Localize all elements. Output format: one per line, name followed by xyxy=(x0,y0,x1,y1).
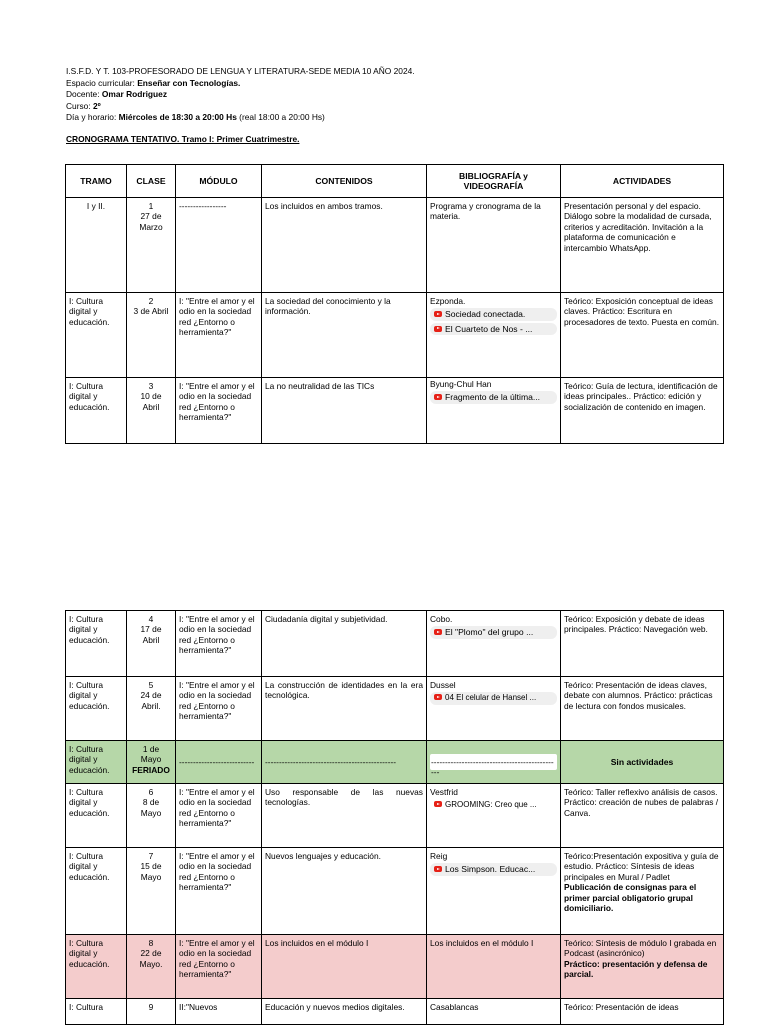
clase-cell: 7 15 de Mayo xyxy=(127,848,176,935)
modulo-cell: I: "Entre el amor y el odio en la sociedad red ¿Entorno o herramienta?" xyxy=(176,378,262,444)
contenidos-cell: La no neutralidad de las TICs xyxy=(262,378,427,444)
biblio-cell: Dussel 04 El celular de Hansel ... xyxy=(427,677,561,741)
modulo-cell: I: "Entre el amor y el odio en la sociedad red ¿Entorno o herramienta?" xyxy=(176,293,262,378)
youtube-icon xyxy=(434,694,442,700)
video-link-chip[interactable]: 04 El celular de Hansel ... xyxy=(430,692,557,704)
contenidos-cell: La construcción de identidades en la era tecnológica. xyxy=(262,677,427,741)
biblio-cell: Reig Los Simpson. Educac... xyxy=(427,848,561,935)
table-row-exam xyxy=(66,935,724,999)
modulo-cell: ----------------- xyxy=(176,198,262,293)
col-modulo: MÓDULO xyxy=(176,165,262,198)
biblio-cell: Los incluidos en el módulo I xyxy=(427,935,561,999)
biblio-cell: Vestfrid GROOMING: Creo que ... xyxy=(427,784,561,848)
tramo-cell: I: Cultura digital y educación. xyxy=(66,378,127,444)
modulo-cell: --------------------------- xyxy=(176,741,262,784)
actividades-cell: Sin actividades xyxy=(561,741,724,784)
tramo-cell: I: Cultura digital y educación. xyxy=(66,741,127,784)
clase-cell: 2 3 de Abril xyxy=(127,293,176,378)
biblio-cell: Ezponda. Sociedad conectada. El Cuarteto de Nos - ... xyxy=(427,293,561,378)
col-actividades: ACTIVIDADES xyxy=(561,165,724,198)
youtube-icon xyxy=(434,866,442,872)
col-contenidos: CONTENIDOS xyxy=(262,165,427,198)
modulo-cell: I: "Entre el amor y el odio en la sociedad red ¿Entorno o herramienta?" xyxy=(176,848,262,935)
table-row xyxy=(66,378,724,444)
tramo-cell: I: Cultura digital y educación. xyxy=(66,293,127,378)
modulo-cell: I: "Entre el amor y el odio en la sociedad red ¿Entorno o herramienta?" xyxy=(176,677,262,741)
table-row xyxy=(66,198,724,293)
table-row xyxy=(66,784,724,848)
contenidos-cell: ----------------------------------------------- xyxy=(262,741,427,784)
actividades-cell: Teórico: Presentación de ideas claves, debate con alumnos. Práctico: prácticas de lectura con fondos musicales. xyxy=(561,677,724,741)
video-link-chip[interactable]: El Cuarteto de Nos - ... xyxy=(430,323,557,335)
biblio-cell: Cobo. El "Plomo" del grupo ... xyxy=(427,611,561,677)
contenidos-cell: La sociedad del conocimiento y la información. xyxy=(262,293,427,378)
actividades-cell: Presentación personal y del espacio. Diálogo sobre la modalidad de cursada, criterios y acreditación. Invitación a la plataforma de comunicación e intercambio WhatsApp. xyxy=(561,198,724,293)
biblio-cell: Byung-Chul Han Fragmento de la última... xyxy=(427,378,561,444)
col-clase: CLASE xyxy=(127,165,176,198)
tramo-cell: I: Cultura xyxy=(66,999,127,1025)
actividades-cell: Teórico: Exposición y debate de ideas principales. Práctico: Navegación web. xyxy=(561,611,724,677)
youtube-icon xyxy=(434,311,442,317)
actividades-cell: Teórico: Guía de lectura, identificación de ideas principales.. Práctico: edición y socialización de contenido en imagen. xyxy=(561,378,724,444)
contenidos-cell: Ciudadanía digital y subjetividad. xyxy=(262,611,427,677)
clase-cell: 1 de Mayo FERIADO xyxy=(127,741,176,784)
video-link-chip[interactable]: GROOMING: Creo que ... xyxy=(430,799,557,811)
tramo-cell: I: Cultura digital y educación. xyxy=(66,848,127,935)
col-bibliografia: BIBLIOGRAFÍA y VIDEOGRAFÍA xyxy=(427,165,561,198)
clase-cell: 6 8 de Mayo xyxy=(127,784,176,848)
table-row xyxy=(66,848,724,935)
tramo-cell: I: Cultura digital y educación. xyxy=(66,611,127,677)
table-row xyxy=(66,611,724,677)
actividades-cell: Teórico: Exposición conceptual de ideas claves. Práctico: Escritura en procesadores de texto. Puesta en común. xyxy=(561,293,724,378)
clase-cell: 5 24 de Abril. xyxy=(127,677,176,741)
actividades-cell: Teórico: Taller reflexivo análisis de casos. Práctico: creación de nubes de palabras / Canva. xyxy=(561,784,724,848)
youtube-icon xyxy=(434,629,442,635)
modulo-cell: I: "Entre el amor y el odio en la sociedad red ¿Entorno o herramienta?" xyxy=(176,784,262,848)
dia-line: Día y horario: Miércoles de 18:30 a 20:00 Hs (real 18:00 a 20:00 Hs) xyxy=(66,112,325,122)
video-link-chip[interactable]: El "Plomo" del grupo ... xyxy=(430,626,557,638)
actividades-cell: Teórico: Presentación de ideas xyxy=(561,999,724,1025)
clase-cell: 3 10 de Abril xyxy=(127,378,176,444)
tramo-cell: I y II. xyxy=(66,198,127,293)
video-link-chip[interactable]: Los Simpson. Educac... xyxy=(430,863,557,875)
biblio-cell: ----------------------------------------------- xyxy=(427,741,561,784)
document-header xyxy=(66,66,415,145)
video-link-chip[interactable]: Sociedad conectada. xyxy=(430,308,557,320)
biblio-cell: Programa y cronograma de la materia. xyxy=(427,198,561,293)
modulo-cell: II:"Nuevos xyxy=(176,999,262,1025)
biblio-cell: Casablancas xyxy=(427,999,561,1025)
actividades-cell: Teórico: Síntesis de módulo I grabada en Podcast (asincrónico) Práctico: presentación y defensa de parcial. xyxy=(561,935,724,999)
table-row xyxy=(66,293,724,378)
table-row xyxy=(66,999,724,1025)
col-tramo: TRAMO xyxy=(66,165,127,198)
tramo-cell: I: Cultura digital y educación. xyxy=(66,784,127,848)
contenidos-cell: Los incluidos en ambos tramos. xyxy=(262,198,427,293)
contenidos-cell: Los incluidos en el módulo I xyxy=(262,935,427,999)
schedule-title: CRONOGRAMA TENTATIVO. Tramo I: Primer Cuatrimestre. xyxy=(66,133,300,144)
curso-line: Curso: 2º xyxy=(66,100,101,111)
table-row xyxy=(66,677,724,741)
contenidos-cell: Uso responsable de las nuevas tecnologías. xyxy=(262,784,427,848)
espacio-line: Espacio curricular: Enseñar con Tecnologías. xyxy=(66,77,241,88)
modulo-cell: I: "Entre el amor y el odio en la sociedad red ¿Entorno o herramienta?" xyxy=(176,935,262,999)
header-row xyxy=(66,165,724,198)
table-row-holiday xyxy=(66,741,724,784)
actividades-cell: Teórico:Presentación expositiva y guía de estudio. Práctico: Síntesis de ideas principales en Mural / Padlet Publicación de consignas para el primer parcial obligatorio grupal domiciliario. xyxy=(561,848,724,935)
youtube-icon xyxy=(434,394,442,400)
tramo-cell: I: Cultura digital y educación. xyxy=(66,935,127,999)
tramo-cell: I: Cultura digital y educación. xyxy=(66,677,127,741)
institution-line: I.S.F.D. Y T. 103-PROFESORADO DE LENGUA Y LITERATURA-SEDE MEDIA 10 AÑO 2024. xyxy=(66,66,415,76)
contenidos-cell: Educación y nuevos medios digitales. xyxy=(262,999,427,1025)
schedule-table-1 xyxy=(65,164,724,444)
schedule-table-2 xyxy=(65,610,724,1025)
clase-cell: 4 17 de Abril xyxy=(127,611,176,677)
clase-cell: 9 xyxy=(127,999,176,1025)
youtube-icon xyxy=(434,801,442,807)
contenidos-cell: Nuevos lenguajes y educación. xyxy=(262,848,427,935)
clase-cell: 1 27 de Marzo xyxy=(127,198,176,293)
youtube-icon xyxy=(434,326,442,332)
docente-line: Docente: Omar Rodriguez xyxy=(66,89,168,99)
modulo-cell: I: "Entre el amor y el odio en la sociedad red ¿Entorno o herramienta?" xyxy=(176,611,262,677)
video-link-chip[interactable]: Fragmento de la última... xyxy=(430,391,557,403)
clase-cell: 8 22 de Mayo. xyxy=(127,935,176,999)
